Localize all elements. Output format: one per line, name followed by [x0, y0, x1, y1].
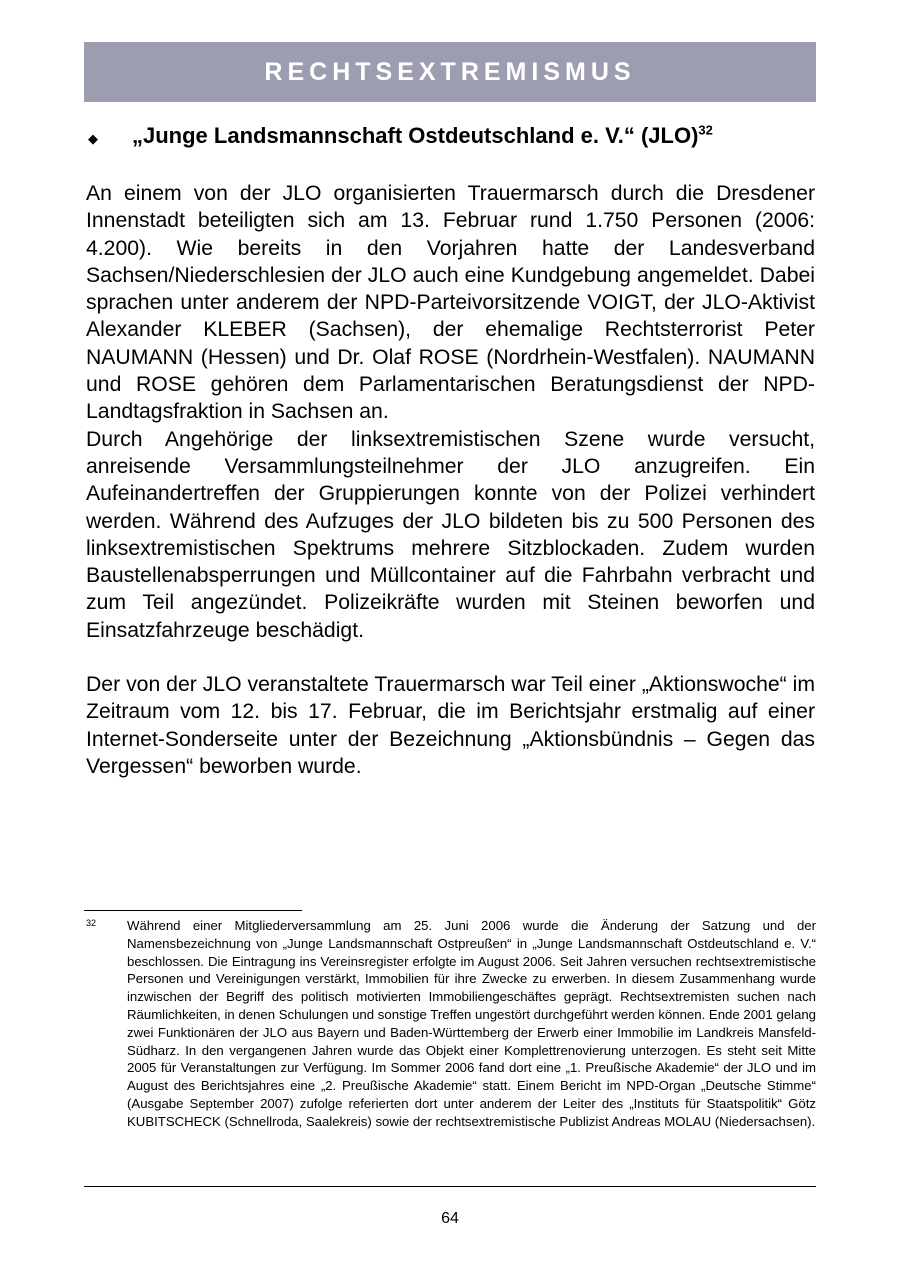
paragraph-2: Durch Angehörige der linksextremistischen Szene wurde versucht, anreisende Versammlungsteilnehmer der JLO anzugreifen. Ein Aufeinandertreffen der Gruppierungen konnte von der Polizei verhindert werden. Während des Aufzuges der JLO bildeten bis zu 500 Personen des linksextremistischen Spektrums mehrere Sitzblockaden. Zudem wurden Baustellenabsperrungen und Müllcontainer auf die Fahrbahn verbracht und zum Teil angezündet. Polizeikräfte wurden mit Steinen beworfen und Einsatzfahrzeuge beschädigt. — [86, 427, 815, 642]
paragraph-3: Der von der JLO veranstaltete Trauermarsch war Teil einer „Aktionswoche“ im Zeitraum vom 12. bis 17. Februar, die im Berichtsjahr erstmalig auf einer Internet-Sonderseite unter der Bezeichnung „Aktionsbündnis – Gegen das Vergessen“ beworben wurde. — [86, 673, 815, 778]
footnote-number: 32 — [86, 918, 97, 928]
diamond-bullet-icon: ◆ — [88, 131, 98, 146]
footnote-reference[interactable]: 32 — [698, 122, 713, 138]
banner-title: RECHTSEXTREMISMUS — [264, 57, 636, 86]
heading-title — [132, 120, 713, 152]
footer-divider — [84, 1186, 816, 1187]
footnote-text: Während einer Mitgliederversammlung am 25. Juni 2006 wurde die Änderung der Satzung und der Namensbezeichnung von „Junge Landsmannschaft Ostpreußen“ in „Junge Landsmannschaft Ostdeutschland e. V.“ beschlossen. Die Eintragung ins Vereinsregister erfolgte im August 2006. Seit Jahren versuchen rechtsextremistische Personen und Vereinigungen verstärkt, Immobilien für ihre Zwecke zu erwerben. In diesem Zusammenhang wurde inzwischen der Begriff des politisch motivierten Immobiliengeschäftes geprägt. Rechtsextremisten suchen nach Räumlichkeiten, in denen Schulungen und sonstige Treffen ungestört durchgeführt werden können. Ende 2001 gelang zwei Funktionären der JLO aus Bayern und Baden-Württemberg der Erwerb einer Immobilie im Landkreis Mansfeld-Südharz. In den vergangenen Jahren wurde das Objekt einer Komplettrenovierung unterzogen. Es steht seit Mitte 2005 für Veranstaltungen zur Verfügung. Im Sommer 2006 fand dort eine „1. Preußische Akademie“ der JLO und im August des Berichtsjahres eine „2. Preußische Akademie“ statt. Einem Bericht im NPD-Organ „Deutsche Stimme“ (Ausgabe September 2007) zufolge referierten dort unter anderem der Leiter des „Instituts für Staatspolitik“ Götz KUBITSCHECK (Schnellroda, Saalekreis) sowie der rechtsextremistische Publizist Andreas MOLAU (Niedersachsen). — [127, 918, 816, 1129]
footnote-divider — [84, 910, 302, 911]
page-number: 64 — [441, 1210, 459, 1227]
paragraph-1: An einem von der JLO organisierten Trauermarsch durch die Dresdener Innenstadt beteiligten sich am 13. Februar rund 1.750 Personen (2006: 4.200). Wie bereits in den Vorjahren hatte der Landesverband Sachsen/Niederschlesien der JLO auch eine Kundgebung angemeldet. Dabei sprachen unter anderem der NPD-Parteivorsitzende VOIGT, der JLO-Aktivist Alexander KLEBER (Sachsen), der ehemalige Rechtsterrorist Peter NAUMANN (Hessen) und Dr. Olaf ROSE (Nordrhein-Westfalen). NAUMANN und ROSE gehören dem Parlamentarischen Beratungsdienst der NPD-Landtagsfraktion in Sachsen an. — [86, 182, 815, 424]
section-heading — [84, 120, 816, 155]
heading-title-text: „Junge Landsmannschaft Ostdeutschland e. V.“ (JLO) — [132, 123, 699, 148]
section-banner — [84, 42, 816, 102]
footnote — [84, 917, 816, 1131]
body-text — [86, 180, 815, 780]
